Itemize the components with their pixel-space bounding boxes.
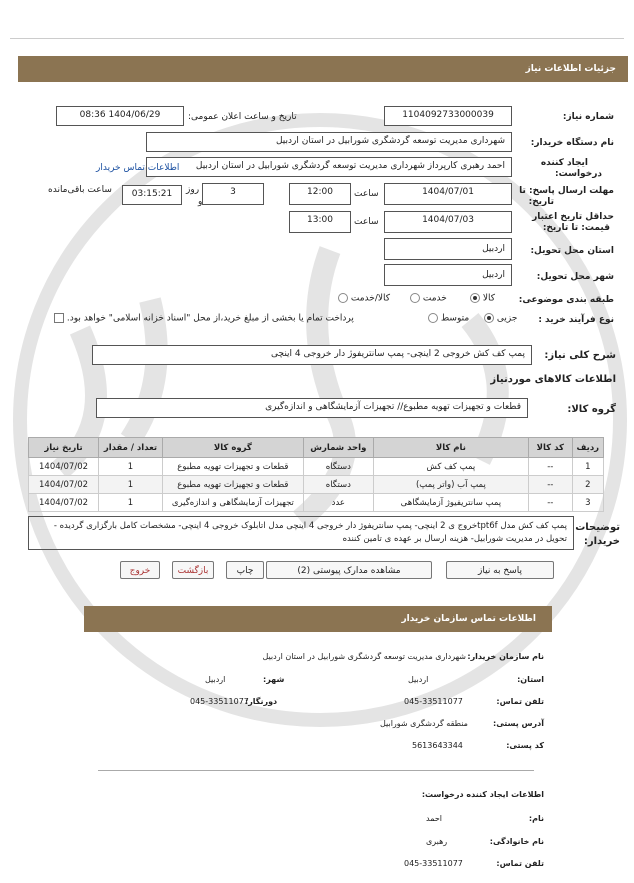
cell-group: قطعات و تجهیزات تهویه مطبوع [162,458,303,476]
goods-info-title: اطلاعات کالاهای موردنیاز [490,374,616,385]
contact-province-label: استان: [517,675,544,684]
cell-qty: 1 [99,458,163,476]
process-option-minor[interactable]: جزیی [484,313,517,324]
exit-button[interactable]: خروج [120,561,160,579]
creator-family-value: رهبری [426,837,448,846]
category-option-service[interactable]: خدمت [410,293,447,304]
contact-address-value: منطقه گردشگری شورابیل [380,719,468,728]
cell-row: 2 [572,476,603,494]
days-field: 3 [202,183,264,205]
contact-org-value: شهرداری مدیریت توسعه گردشگری شورابیل در استان اردبیل [262,652,466,661]
table-row [29,476,604,494]
buyer-org-field: شهرداری مدیریت توسعه گردشگری شورابیل در استان اردبیل [146,132,512,152]
radio-selected-icon [470,293,480,303]
top-divider [10,38,624,39]
cell-row: 3 [572,494,603,512]
cell-code: -- [528,494,572,512]
contact-section-title: اطلاعات تماس سازمان خریدار [84,606,552,632]
cell-unit: دستگاه [303,458,373,476]
table-row [29,458,604,476]
panel-title: جزئیات اطلاعات نیاز [18,56,628,82]
days-label: روز [186,185,200,195]
validity-label-2: قیمت: تا تاریخ: [542,223,610,233]
creator-name-value: احمد [426,814,442,823]
cell-code: -- [528,476,572,494]
col-row: ردیف [572,438,603,458]
contact-fax-value: 045-33511077 [190,697,249,706]
col-date: تاریخ نیاز [29,438,99,458]
buyer-contact-link[interactable]: اطلاعات تماس خریدار [96,163,180,173]
table-header-row [29,438,604,458]
contact-city-label: شهر: [263,675,285,684]
province-label: استان محل تحویل: [530,246,614,256]
category-option-both[interactable]: کالا/خدمت [338,293,390,304]
deadline-time-field: 12:00 [289,183,351,205]
process-option-medium[interactable]: متوسط [428,313,469,324]
creator-phone-value: 045-33511077 [404,859,463,868]
contact-divider [98,770,534,771]
attachments-button[interactable]: مشاهده مدارک پیوستی (2) [266,561,432,579]
creator-family-label: نام خانوادگی: [489,837,544,846]
checkbox-icon [54,313,64,323]
cell-date: 1404/07/02 [29,494,99,512]
cell-name: پمپ کف کش [373,458,528,476]
cell-qty: 1 [99,476,163,494]
contact-fax-label: دورنگار: [245,697,278,706]
creator-section-title: اطلاعات ایجاد کننده درخواست: [421,790,544,799]
back-button[interactable]: بازگشت [172,561,214,579]
cell-name: پمپ آب (واتر پمپ) [373,476,528,494]
creator-label-1: ایجاد کننده [540,158,588,168]
creator-phone-label: تلفن تماس: [496,859,544,868]
radio-icon [338,293,348,303]
contact-province-value: اردبیل [408,675,429,684]
validity-label-1: حداقل تاریخ اعتبار [532,212,614,222]
announce-label: تاریخ و ساعت اعلان عمومی: [188,112,297,122]
validity-time-field: 13:00 [289,211,351,233]
goods-group-field: قطعات و تجهیزات تهویه مطبوع// تجهیزات آزمایشگاهی و اندازه‌گیری [96,398,528,418]
cell-name: پمپ سانتریفیوژ آزمایشگاهی [373,494,528,512]
buyer-notes-label-1: توضیحات [575,522,620,533]
cell-group: تجهیزات آزمایشگاهی و اندازه‌گیری [162,494,303,512]
deadline-label-2: تاریخ: [528,197,554,207]
radio-icon [410,293,420,303]
announce-field: 1404/06/29 08:36 [56,106,184,126]
province-field: اردبیل [384,238,512,260]
cell-unit: دستگاه [303,476,373,494]
col-qty: تعداد / مقدار [99,438,163,458]
cell-group: قطعات و تجهیزات تهویه مطبوع [162,476,303,494]
col-code: کد کالا [528,438,572,458]
contact-org-label: نام سازمان خریدار: [467,652,544,661]
buyer-org-label: نام دستگاه خریدار: [530,138,614,148]
creator-name-label: نام: [528,814,544,823]
need-number-label: شماره نیاز: [562,112,614,122]
radio-icon [428,313,438,323]
contact-address-label: آدرس پستی: [493,719,544,728]
goods-group-label: گروه کالا: [567,404,616,415]
category-label: طبقه بندی موضوعی: [518,295,614,305]
col-unit: واحد شمارش [303,438,373,458]
radio-selected-icon [484,313,494,323]
summary-label: شرح کلی نیاز: [544,350,616,361]
summary-field: پمپ کف کش خروجی 2 اینچی- پمپ سانتریفوژ دار خروجی 4 اینچی [92,345,532,365]
remaining-time-field: 03:15:21 [122,185,182,205]
deadline-label-1: مهلت ارسال پاسخ: تا [519,186,614,196]
deadline-time-label: ساعت [354,189,379,199]
contact-phone-label: تلفن تماس: [496,697,544,706]
col-group: گروه کالا [162,438,303,458]
city-field: اردبیل [384,264,512,286]
creator-label-2: درخواست: [555,169,602,179]
validity-time-label: ساعت [354,217,379,227]
creator-field: احمد رهبری کارپرداز شهرداری مدیریت توسعه گردشگری شورابیل در استان اردبیل [146,157,512,177]
remaining-label: ساعت باقی‌مانده [48,185,112,195]
items-table [28,437,604,512]
cell-date: 1404/07/02 [29,458,99,476]
reply-button[interactable]: پاسخ به نیاز [446,561,554,579]
buyer-notes-field: پمپ کف کش مدل tpt6fخروج ی 2 اینچی- پمپ سانتریفوژ دار خروجی 4 اینچی مدل اتابلوک خروجی 4 اینچی- مشخصات کامل بارگزاری گردیده - تحویل در مدیریت شورابیل- هزینه ارسال بر عهده ی تامین کننده [28,516,574,550]
and-label: و [198,197,203,207]
city-label: شهر محل تحویل: [536,272,614,282]
deadline-date-field: 1404/07/01 [384,183,512,205]
contact-postal-label: کد پستی: [506,741,544,750]
cell-code: -- [528,458,572,476]
category-option-goods[interactable]: کالا [470,293,495,304]
cell-qty: 1 [99,494,163,512]
print-button[interactable]: چاپ [226,561,264,579]
contact-phone-value: 045-33511077 [404,697,463,706]
contact-postal-value: 5613643344 [412,741,463,750]
col-name: نام کالا [373,438,528,458]
contact-city-value: اردبیل [205,675,226,684]
need-number-field: 1104092733000039 [384,106,512,126]
validity-date-field: 1404/07/03 [384,211,512,233]
treasury-payment-option[interactable]: پرداخت تمام یا بخشی از مبلغ خرید،از محل "اسناد خزانه اسلامی" خواهد بود. [54,313,354,324]
cell-row: 1 [572,458,603,476]
process-label: نوع فرآیند خرید : [538,315,614,325]
buyer-notes-label-2: خریدار: [583,536,620,547]
cell-date: 1404/07/02 [29,476,99,494]
cell-unit: عدد [303,494,373,512]
table-row [29,494,604,512]
